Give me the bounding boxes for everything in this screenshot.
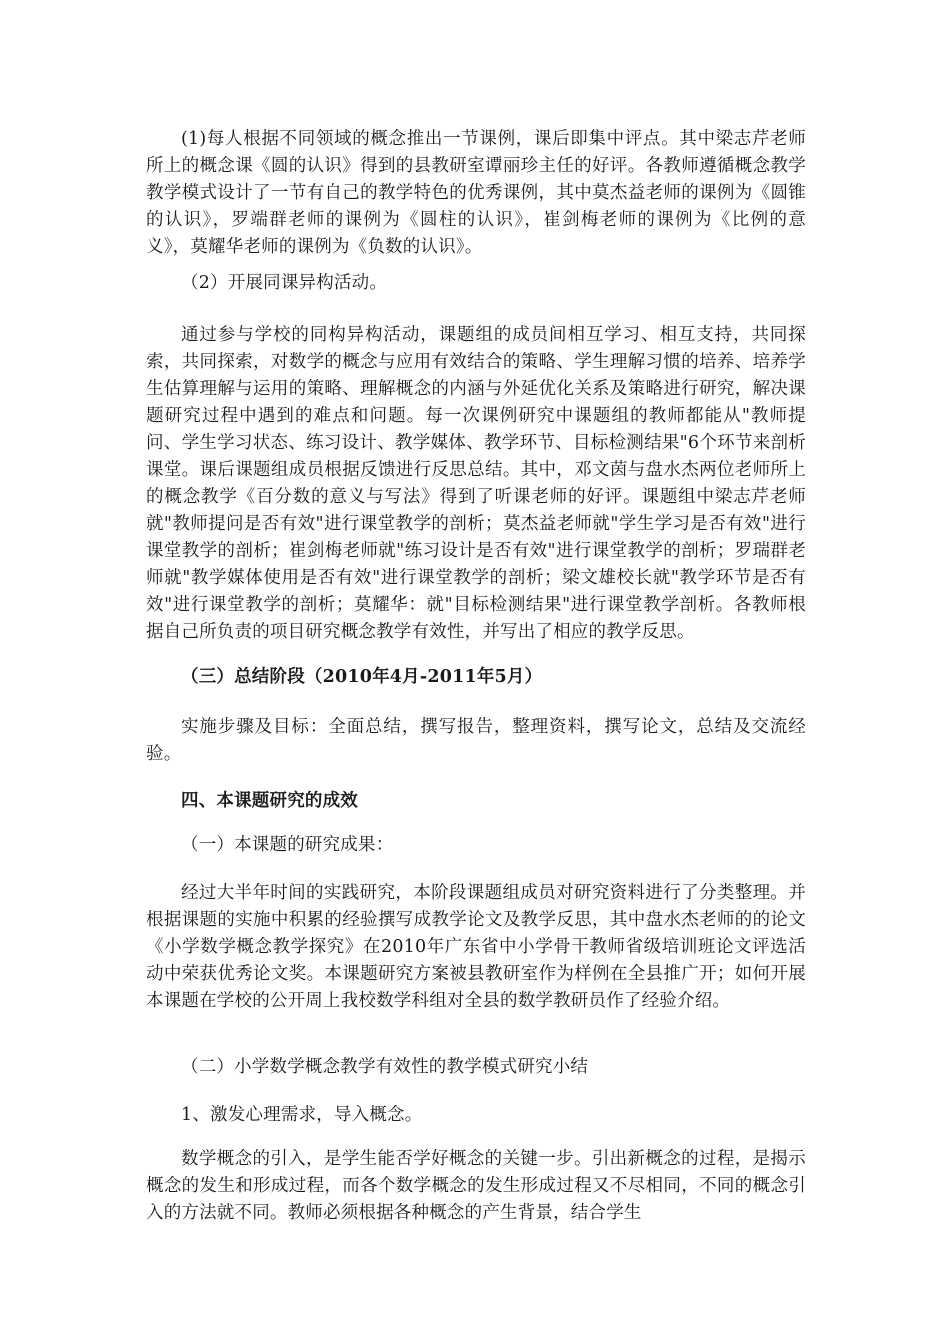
heading-summary-stage: （三）总结阶段（2010年4月-2011年5月）	[181, 667, 543, 687]
paragraph-outcomes-details: 经过大半年时间的实践研究，本阶段课题组成员对研究资料进行了分类整理。并根据课题的实施中积累的经验撰写成教学论文及教学反思，其中盘水杰老师的的论文《小学数学概念教学探究》在2010年广东省中小学骨干教师省级培训班论文评选活动中荣获优秀论文奖。本课题研究方案被县教研室作为样例在全县推广开；如何开展本课题在学校的公开周上我校数学科组对全县的数学教研员作了经验介绍。	[146, 883, 806, 1011]
heading-introduce-concepts: 1、激发心理需求，导入概念。	[181, 1105, 423, 1125]
paragraph-concept-introduction: 数学概念的引入，是学生能否学好概念的关键一步。引出新概念的过程，是揭示概念的发生和形成过程，而各个数学概念的发生形成过程又不尽相同，不同的概念引入的方法就不同。教师必须根据各种概念的产生背景，结合学生	[146, 1149, 806, 1223]
paragraph-lesson-examples: (1)每人根据不同领域的概念推出一节课例，课后即集中评点。其中梁志芹老师所上的概念课《圆的认识》得到的县教研室谭丽珍主任的好评。各教师遵循概念教学教学模式设计了一节有自己的教学特色的优秀课例，其中莫杰益老师的课例为《圆锥的认识》，罗端群老师的课例为《圆柱的认识》，崔剑梅老师的课例为《比例的意义》，莫耀华老师的课例为《负数的认识》。	[146, 129, 806, 257]
paragraph-implementation-steps: 实施步骤及目标：全面总结，撰写报告，整理资料，撰写论文，总结及交流经验。	[146, 717, 806, 764]
heading-teaching-model-summary: （二）小学数学概念教学有效性的教学模式研究小结	[181, 1057, 589, 1077]
heading-research-results: 四、本课题研究的成效	[181, 791, 358, 811]
heading-research-outcomes: （一）本课题的研究成果：	[181, 835, 394, 855]
paragraph-activity-details: 通过参与学校的同构异构活动，课题组的成员间相互学习、相互支持，共同探索，共同探索，对数学的概念与应用有效结合的策略、学生理解习惯的培养、培养学生估算理解与运用的策略、理解概念的内涵与外延优化关系及策略进行研究，解决课题研究过程中遇到的难点和问题。每一次课例研究中课题组的教师都能从"教师提问、学生学习状态、练习设计、教学媒体、教学环节、目标检测结果"6个环节来剖析课堂。课后课题组成员根据反馈进行反思总结。其中，邓文茵与盘水杰两位老师所上的概念教学《百分数的意义与写法》得到了听课老师的好评。课题组中梁志芹老师就"教师提问是否有效"进行课堂教学的剖析；莫杰益老师就"学生学习是否有效"进行课堂教学的剖析；崔剑梅老师就"练习设计是否有效"进行课堂教学的剖析；罗瑞群老师就"教学媒体使用是否有效"进行课堂教学的剖析；梁文雄校长就"教学环节是否有效"进行课堂教学的剖析；莫耀华：就"目标检测结果"进行课堂教学剖析。各教师根据自己所负责的项目研究概念教学有效性，并写出了相应的教学反思。	[146, 325, 806, 642]
paragraph-same-lesson-activity: （2）开展同课异构活动。	[181, 273, 388, 293]
